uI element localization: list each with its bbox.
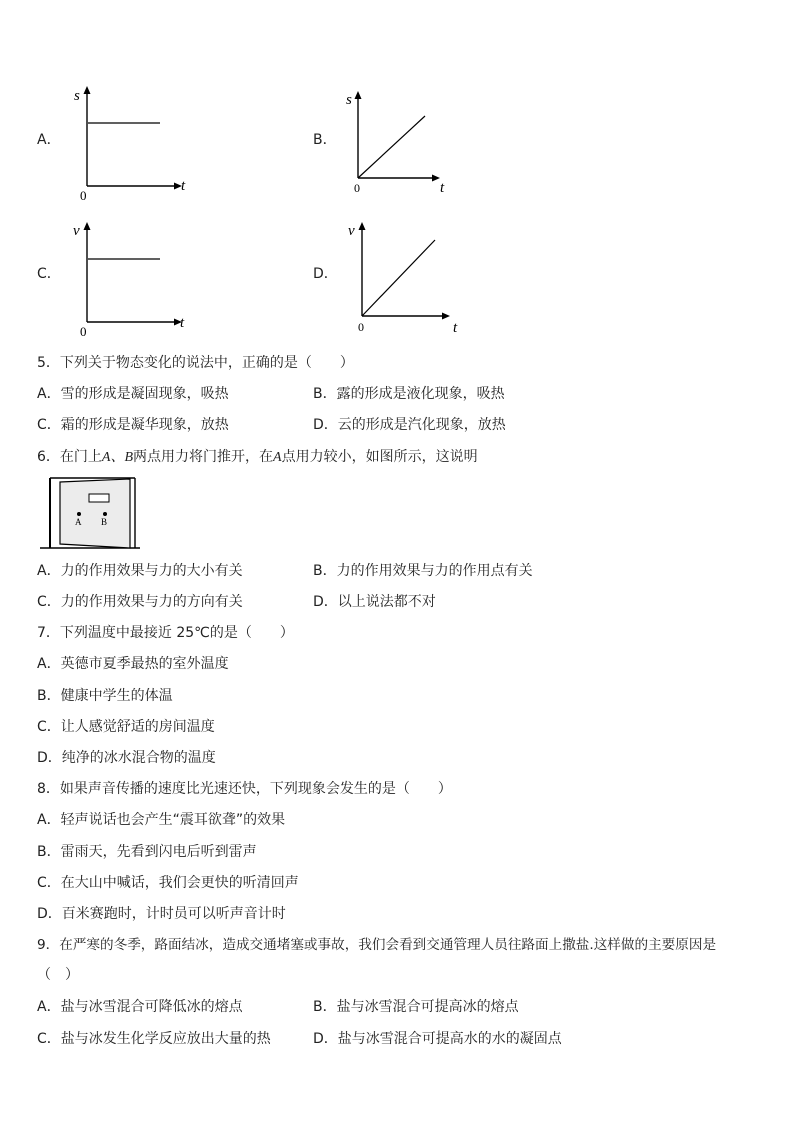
q6-stem-point: A bbox=[273, 450, 282, 465]
door-sign bbox=[89, 494, 109, 502]
x-axis-label: t bbox=[180, 315, 185, 331]
q9-option-b: B．盐与冰雪混合可提高冰的熔点 bbox=[313, 999, 519, 1015]
q9-stem-line2: （ ） bbox=[37, 967, 79, 983]
origin-label: 0 bbox=[358, 320, 364, 334]
point-a-dot bbox=[77, 512, 81, 516]
q8-option-c: C．在大山中喊话，我们会更快的听清回声 bbox=[37, 875, 299, 891]
door-figure bbox=[40, 476, 140, 552]
q5-option-d: D．云的形成是汽化现象，放热 bbox=[313, 417, 506, 433]
q6-stem-post: 点用力较小，如图所示，这说明 bbox=[281, 449, 478, 465]
y-arrow-icon bbox=[84, 222, 91, 230]
x-axis-label: t bbox=[440, 180, 445, 196]
y-arrow-icon bbox=[84, 86, 91, 94]
q6-option-a: A．力的作用效果与力的大小有关 bbox=[37, 563, 243, 579]
q9-option-a: A．盐与冰雪混合可降低冰的熔点 bbox=[37, 999, 243, 1015]
x-arrow-icon bbox=[442, 313, 450, 320]
graph-option-a-label: A． bbox=[37, 132, 61, 148]
q6-option-c: C．力的作用效果与力的方向有关 bbox=[37, 594, 243, 610]
q7-option-b: B．健康中学生的体温 bbox=[37, 688, 173, 704]
origin-label: 0 bbox=[354, 181, 360, 195]
q8-option-d: D．百米赛跑时，计时员可以听声音计时 bbox=[37, 906, 286, 922]
q8-option-a: A．轻声说话也会产生“震耳欲聋”的效果 bbox=[37, 812, 286, 828]
q7-option-d: D．纯净的冰水混合物的温度 bbox=[37, 750, 216, 766]
q5-option-c: C．霜的形成是凝华现象，放热 bbox=[37, 417, 229, 433]
q6-option-b: B．力的作用效果与力的作用点有关 bbox=[313, 563, 533, 579]
graph-a bbox=[70, 86, 200, 201]
q6-stem-mid: 两点用力将门推开，在 bbox=[133, 449, 274, 465]
q5-option-a: A．雪的形成是凝固现象，吸热 bbox=[37, 386, 229, 402]
plot-line bbox=[358, 116, 425, 178]
q6-stem bbox=[37, 448, 478, 467]
y-axis-label: s bbox=[74, 88, 80, 104]
y-axis-label: s bbox=[346, 92, 352, 108]
q9-option-c: C．盐与冰发生化学反应放出大量的热 bbox=[37, 1031, 271, 1047]
x-axis-label: t bbox=[181, 178, 186, 194]
point-a-label: A bbox=[75, 517, 82, 527]
q8-option-b: B．雷雨天，先看到闪电后听到雷声 bbox=[37, 844, 257, 860]
q6-stem-points: A、B bbox=[101, 450, 134, 465]
q6-stem-pre: 6．在门上 bbox=[37, 449, 102, 465]
point-b-dot bbox=[103, 512, 107, 516]
q9-option-d: D．盐与冰雪混合可提高水的水的凝固点 bbox=[313, 1031, 562, 1047]
y-axis-label: v bbox=[348, 223, 355, 239]
y-arrow-icon bbox=[355, 91, 362, 99]
q9-stem-line1: 9．在严寒的冬季，路面结冰，造成交通堵塞或事故，我们会看到交通管理人员往路面上撒盐.这样做的主要原因是 bbox=[37, 937, 717, 953]
q6-option-d: D．以上说法都不对 bbox=[313, 594, 436, 610]
origin-label: 0 bbox=[80, 324, 87, 339]
x-arrow-icon bbox=[432, 175, 440, 182]
q7-option-a: A．英德市夏季最热的室外温度 bbox=[37, 656, 229, 672]
graph-option-b-label: B． bbox=[313, 132, 337, 148]
graph-c bbox=[70, 219, 200, 337]
door-panel bbox=[60, 479, 130, 548]
q8-stem: 8．如果声音传播的速度比光速还快，下列现象会发生的是（ ） bbox=[37, 781, 452, 797]
graph-d bbox=[344, 219, 464, 337]
q7-option-c: C．让人感觉舒适的房间温度 bbox=[37, 719, 215, 735]
graph-option-d-label: D． bbox=[313, 266, 338, 282]
plot-line bbox=[362, 240, 435, 316]
point-b-label: B bbox=[101, 517, 108, 527]
q7-stem: 7．下列温度中最接近 25℃的是（ ） bbox=[37, 625, 294, 641]
y-arrow-icon bbox=[359, 222, 366, 230]
y-axis-label: v bbox=[73, 223, 80, 239]
q5-option-b: B．露的形成是液化现象，吸热 bbox=[313, 386, 505, 402]
q5-stem: 5．下列关于物态变化的说法中，正确的是（ ） bbox=[37, 355, 354, 371]
graph-option-c-label: C． bbox=[37, 266, 61, 282]
origin-label: 0 bbox=[80, 188, 87, 203]
graph-b bbox=[342, 88, 457, 198]
x-axis-label: t bbox=[453, 320, 458, 336]
